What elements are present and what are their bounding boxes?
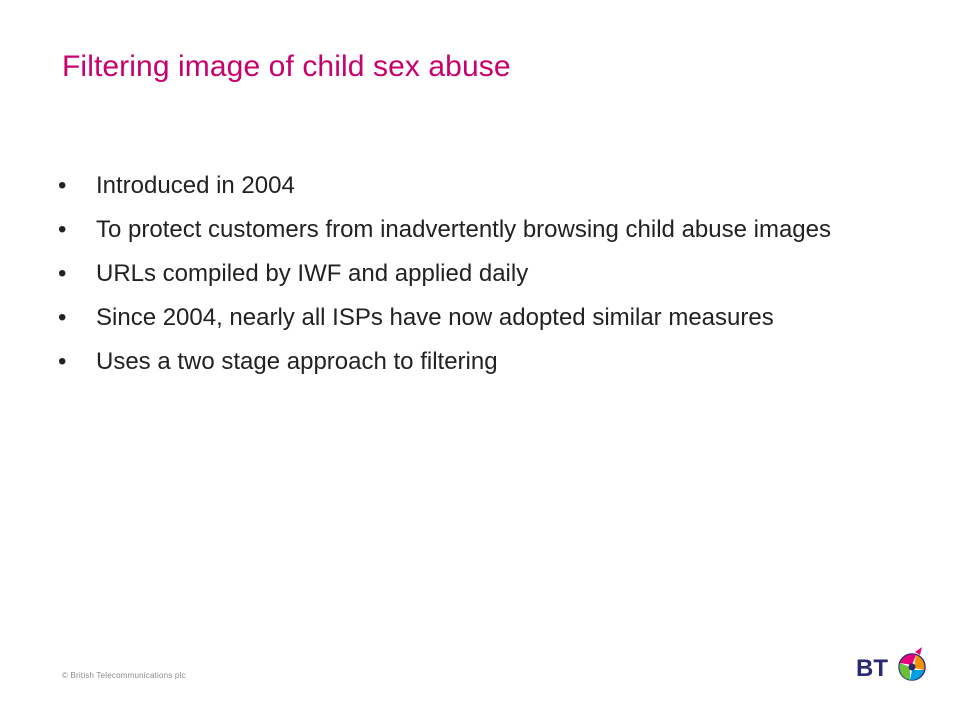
- bullet-item: [58, 344, 878, 379]
- bullet-item: [58, 212, 878, 247]
- bt-logo-icon: [856, 644, 930, 690]
- copyright-footer: © British Telecommunications plc: [62, 671, 186, 680]
- bullet-item: [58, 168, 878, 203]
- bullet-marker: •: [58, 260, 67, 287]
- bullet-text: Introduced in 2004: [96, 172, 295, 199]
- bullet-list: [58, 168, 878, 388]
- bullet-marker: •: [58, 216, 67, 243]
- bullet-item: [58, 256, 878, 291]
- bullet-marker: •: [58, 172, 67, 199]
- slide-title: Filtering image of child sex abuse: [62, 50, 511, 83]
- bullet-text: Since 2004, nearly all ISPs have now adopted similar measures: [96, 304, 774, 331]
- bullet-text: URLs compiled by IWF and applied daily: [96, 260, 529, 287]
- logo-wordmark: BT: [856, 655, 888, 682]
- bullet-marker: •: [58, 348, 67, 375]
- bullet-text: Uses a two stage approach to filtering: [96, 348, 498, 375]
- bullet-text: To protect customers from inadvertently browsing child abuse images: [96, 216, 831, 243]
- bullet-marker: •: [58, 304, 67, 331]
- globe-icon: [899, 647, 925, 680]
- bullet-item: [58, 300, 878, 335]
